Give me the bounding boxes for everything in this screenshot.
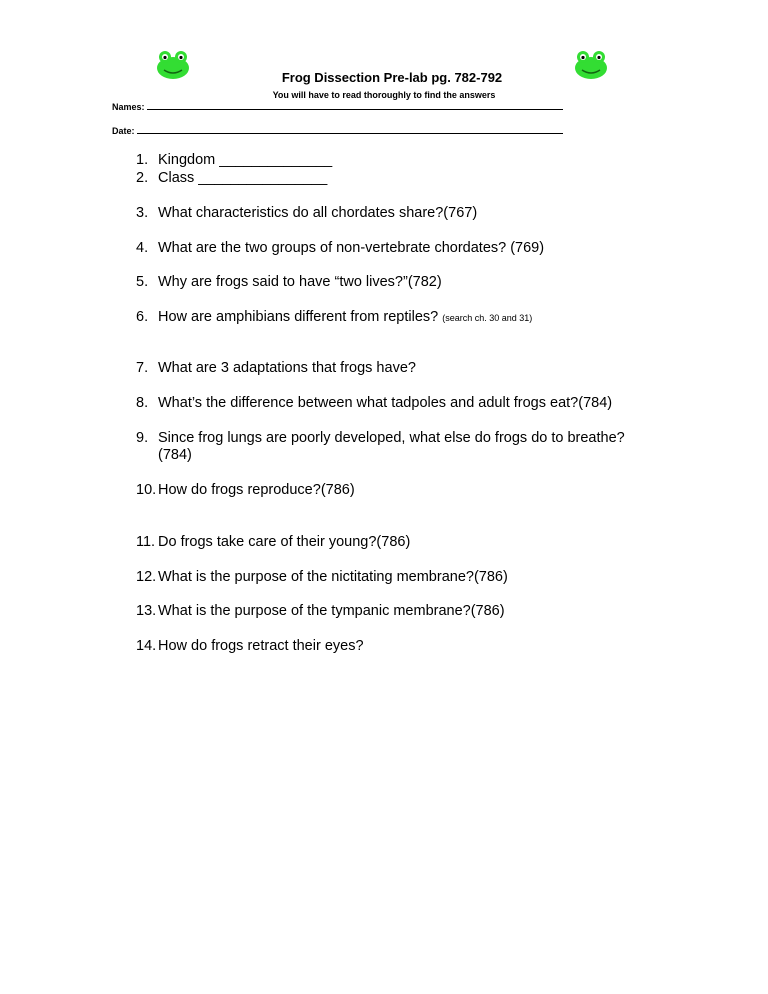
question-item: 13. What is the purpose of the tympanic membrane?(786): [136, 603, 505, 619]
question-item: 2. Class ________________: [136, 170, 328, 186]
question-item: 4. What are the two groups of non-vertebrate chordates? (769): [136, 240, 545, 256]
question-item: 8. What’s the difference between what tadpoles and adult frogs eat?(784): [136, 395, 613, 411]
question-item: 12. What is the purpose of the nictitating membrane?(786): [136, 569, 508, 585]
page-subtitle: You will have to read thoroughly to find the answers: [272, 90, 496, 100]
question-item: 10. How do frogs reproduce?(786): [136, 482, 355, 498]
question-item: 3. What characteristics do all chordates share?(767): [136, 205, 478, 221]
names-answer-line[interactable]: [147, 100, 563, 110]
question-item: 11. Do frogs take care of their young?(786): [136, 534, 411, 550]
question-item: 14. How do frogs retract their eyes?: [136, 638, 364, 654]
names-label: Names:: [112, 102, 145, 112]
question-item: 6. How are amphibians different from reptiles? (search ch. 30 and 31): [136, 309, 533, 325]
question-item: 5. Why are frogs said to have “two lives?”(782): [136, 274, 442, 290]
question-note: (search ch. 30 and 31): [442, 313, 533, 323]
question-item: 1. Kingdom ______________: [136, 152, 333, 168]
date-answer-line[interactable]: [137, 124, 563, 134]
question-item: 9. Since frog lungs are poorly developed, what else do frogs do to breathe? (784): [136, 430, 625, 463]
question-item: 7. What are 3 adaptations that frogs have?: [136, 360, 416, 376]
date-label: Date:: [112, 126, 135, 136]
names-field[interactable]: [112, 100, 563, 112]
date-field[interactable]: [112, 124, 563, 136]
page-title: Frog Dissection Pre-lab pg. 782-792: [281, 70, 503, 85]
